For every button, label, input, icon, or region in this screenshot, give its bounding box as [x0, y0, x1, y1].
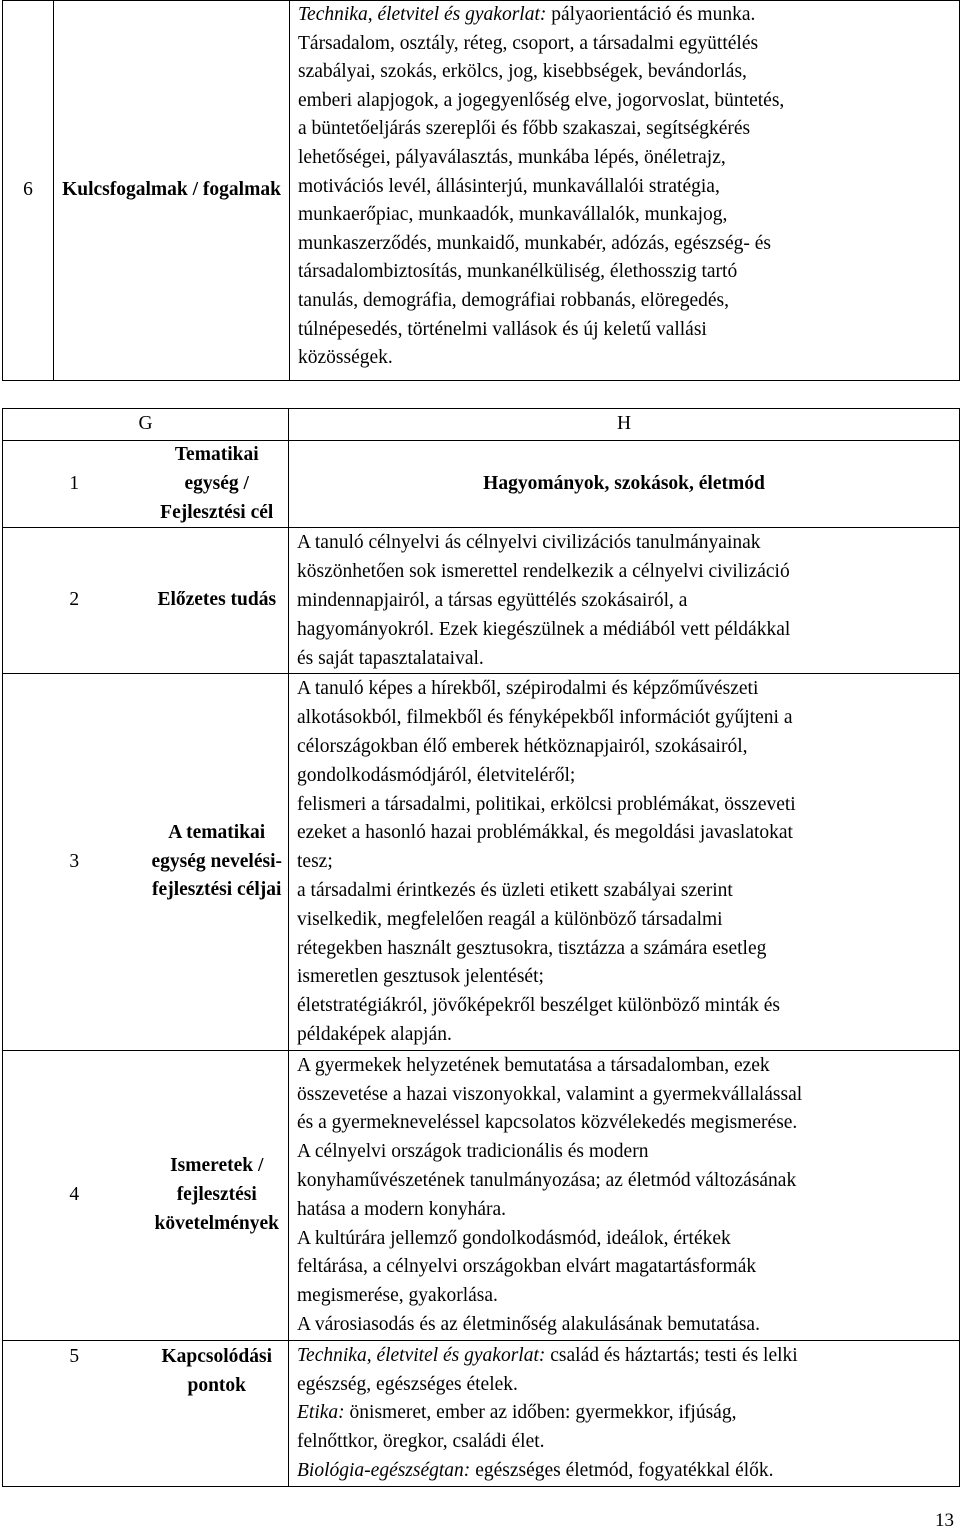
label-line: Kapcsolódási — [161, 1345, 273, 1367]
thematic-unit-table — [2, 408, 960, 1487]
content-line: túlnépesedés, történelmi vallások és új keletű vallási — [298, 318, 707, 340]
content-line: társadalombiztosítás, munkanélküliség, élethosszig tartó — [298, 261, 738, 283]
table-header-row — [3, 409, 960, 441]
content-line: közösségek. — [298, 347, 393, 369]
content-line — [297, 1428, 953, 1457]
label-line: Fejlesztési cél — [160, 501, 274, 523]
content-line: köszönhetően sok ismerettel rendelkezik a célnyelvi civilizáció — [297, 561, 790, 583]
content-line: motivációs levél, állásinterjú, munkavállalói stratégia, — [298, 175, 720, 197]
content-line: feltárása, a célnyelvi országokban elvárt magatartásformák — [297, 1256, 757, 1278]
row-label — [146, 528, 289, 674]
content-line: ismeretlen gesztusok jelentését; — [297, 966, 544, 988]
row-number-text: 5 — [69, 1345, 80, 1367]
page-number: 13 — [935, 1510, 954, 1531]
content-line: ezeket a hasonló hazai problémákkal, és megoldási javaslatokat — [297, 822, 793, 844]
content-line: konyhaművészetének tanulmányozása; az életmód változásának — [297, 1169, 797, 1191]
row-number-text: 3 — [69, 850, 80, 872]
subject-text: pályaorientáció és munka. — [546, 4, 756, 25]
table-row — [3, 674, 960, 1050]
label-line: Ismeretek / — [170, 1155, 264, 1177]
row-content — [290, 1, 960, 381]
label-line: céljai — [237, 879, 282, 901]
content-line: megismerése, gyakorlása. — [297, 1285, 498, 1307]
content-line — [297, 1371, 953, 1400]
content-line: A célnyelvi országok tradicionális és modern — [297, 1141, 649, 1163]
content-line: munkaszerződés, munkaidő, munkabér, adózás, egészség- és — [298, 232, 772, 254]
key-concepts-table — [2, 0, 960, 381]
content-line: A gyermekek helyzetének bemutatása a társadalomban, ezek — [297, 1054, 770, 1076]
content-line: rétegekben használt gesztusokra, tisztázza a számára esetleg — [297, 937, 767, 959]
content-line: szabályai, szokás, erkölcs, jog, kisebbségek, bevándorlás, — [298, 61, 747, 83]
column-header-g — [3, 409, 289, 441]
content-line: A kultúrára jellemző gondolkodásmód, ideálok, értékek — [297, 1227, 731, 1249]
content-line: Társadalom, osztály, réteg, csoport, a társadalmi együttélés — [298, 32, 759, 54]
row-content — [289, 528, 960, 674]
label-line: A tematikai egység — [151, 821, 266, 872]
content-line: és a gyermekneveléssel kapcsolatos közvélekedés megismerése. — [297, 1112, 798, 1134]
row-number — [3, 1340, 146, 1486]
content-line: emberi alapjogok, a jogegyenlőség elve, jogorvoslat, büntetés, — [298, 89, 785, 111]
row-number — [3, 528, 146, 674]
row-content — [289, 674, 960, 1050]
content-line: alkotásokból, filmekből és fényképekből információt gyűjteni a — [297, 707, 793, 729]
column-header-text: H — [616, 413, 632, 435]
subject-text: egészség, egészséges ételek. — [297, 1373, 518, 1395]
unit-title — [289, 441, 960, 528]
content-line: példaképek alapján. — [297, 1023, 452, 1045]
subject-text: család és háztartás; testi és lelki — [545, 1344, 798, 1366]
content-line: hagyományokról. Ezek kiegészülnek a médiából vett példákkal — [297, 618, 791, 640]
row-number-text: 1 — [69, 472, 80, 494]
unit-title-text: Hagyományok, szokások, életmód — [483, 472, 765, 494]
row-number-text: 2 — [69, 589, 80, 611]
subject-name: Etika: — [297, 1402, 345, 1424]
content-line — [297, 1457, 953, 1486]
row-number — [3, 1050, 146, 1340]
subject-text: egészséges életmód, fogyatékkal élők. — [470, 1459, 774, 1481]
row-number — [3, 674, 146, 1050]
row-number — [3, 1, 54, 381]
content-line — [297, 1399, 953, 1428]
content-line: a büntetőeljárás szereplői és főbb szakaszai, segítségkérés — [298, 118, 751, 140]
subject-name: Technika, életvitel és gyakorlat: — [298, 4, 547, 25]
row-label — [146, 1050, 289, 1340]
content-line: munkaerőpiac, munkaadók, munkavállalók, munkajog, — [298, 204, 728, 226]
subject-text: önismeret, ember az időben: gyermekkor, ifjúság, — [344, 1402, 737, 1424]
content-line: összevetése a hazai viszonyokkal, valamint a gyermekvállalással — [297, 1083, 803, 1105]
content-line: A tanuló képes a hírekből, szépirodalmi és képzőművészeti — [297, 678, 759, 700]
content-line: A tanuló célnyelvi ás célnyelvi civilizációs tanulmányainak — [297, 532, 761, 554]
table-row — [3, 1, 960, 381]
row-content — [289, 1050, 960, 1340]
table-row — [3, 528, 960, 674]
label-line: pontok — [187, 1374, 247, 1396]
content-line: hatása a modern konyhára. — [297, 1198, 506, 1220]
content-line: és saját tapasztalataival. — [297, 647, 484, 669]
label-line: Előzetes tudás — [157, 589, 277, 611]
row-label — [146, 1340, 289, 1486]
content-line: életstratégiákról, jövőképekről beszélget különböző minták és — [297, 995, 781, 1017]
content-line: A városiasodás és az életminőség alakulásának bemutatása. — [297, 1313, 760, 1335]
subject-name: Biológia-egészségtan: — [297, 1459, 471, 1481]
content-line: gondolkodásmódjáról, életviteléről; — [297, 764, 576, 786]
row-label — [54, 1, 290, 381]
subject-text: felnőttkor, öregkor, családi élet. — [297, 1431, 545, 1453]
content-line — [298, 1, 953, 30]
row-label — [146, 441, 289, 528]
table-row — [3, 441, 960, 528]
content-line: tanulás, demográfia, demográfiai robbanás, elöregedés, — [298, 289, 729, 311]
content-line: célországokban élő emberek hétköznapjairól, szokásairól, — [297, 735, 748, 757]
row-number — [3, 441, 146, 528]
label-line: fejlesztési — [176, 1183, 257, 1205]
column-header-text: G — [138, 413, 153, 435]
content-line: viselkedik, megfelelően reagál a különböző társadalmi — [297, 908, 723, 930]
content-line: a társadalmi érintkezés és üzleti etikett szabályai szerint — [297, 879, 733, 901]
table-row — [3, 1340, 960, 1486]
column-header-h — [289, 409, 960, 441]
row-number-text: 6 — [23, 179, 33, 201]
label-line: követelmények — [154, 1212, 280, 1234]
table-row — [3, 1050, 960, 1340]
content-line: mindennapjairól, a társas együttélés szokásairól, a — [297, 589, 688, 611]
content-line — [297, 1342, 953, 1371]
content-line: felismeri a társadalmi, politikai, erkölcsi problémákat, összeveti — [297, 793, 796, 815]
row-number-text: 4 — [69, 1183, 80, 1205]
label-line: Kulcsfogalmak / — [62, 179, 199, 201]
content-line: tesz; — [297, 851, 333, 873]
row-label — [146, 674, 289, 1050]
row-content — [289, 1340, 960, 1486]
subject-name: Technika, életvitel és gyakorlat: — [297, 1344, 546, 1366]
content-line: lehetőségei, pályaválasztás, munkába lépés, önéletrajz, — [298, 146, 726, 168]
label-line: fogalmak — [202, 179, 281, 201]
label-line: nevelési-fejlesztési — [152, 850, 282, 901]
label-line: Tematikai egység / — [174, 444, 259, 494]
